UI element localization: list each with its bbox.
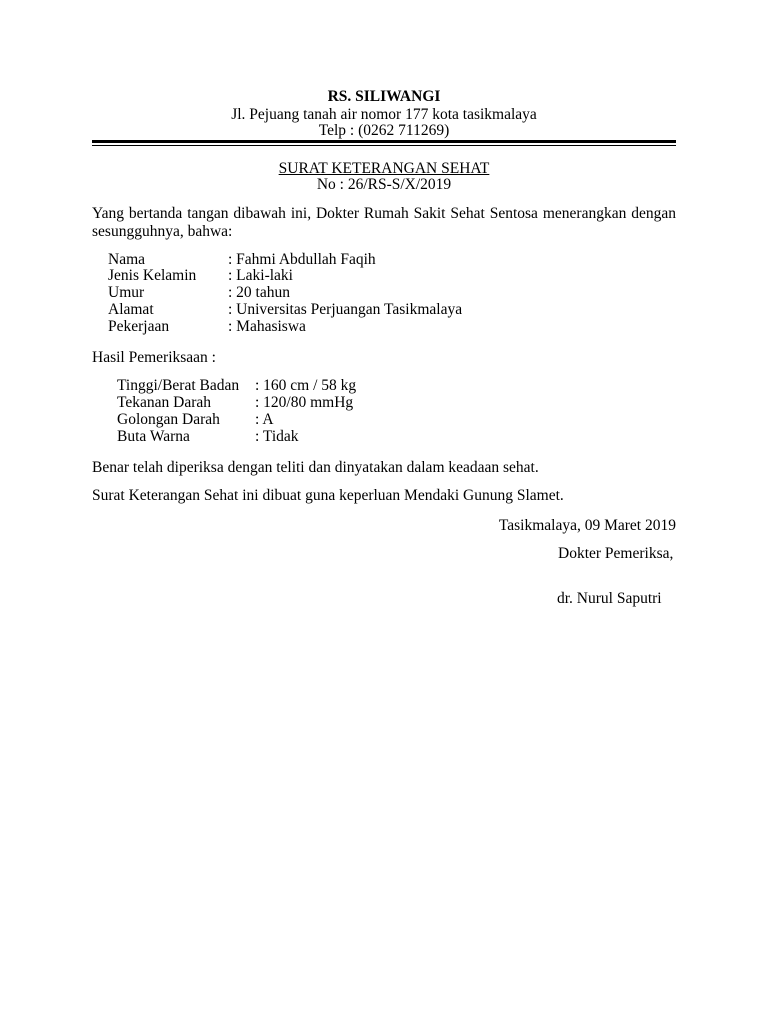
- signature-place-date: Tasikmalaya, 09 Maret 2019: [498, 517, 676, 534]
- field-label: Nama: [108, 251, 146, 268]
- field-value: : Fahmi Abdullah Faqih: [228, 251, 376, 268]
- field-value: : A: [255, 411, 274, 428]
- document-number: No : 26/RS-S/X/2019: [316, 176, 452, 193]
- field-label: Alamat: [108, 301, 154, 318]
- field-value: : Tidak: [255, 428, 299, 445]
- field-value: : 120/80 mmHg: [255, 394, 354, 411]
- intro-paragraph: Yang bertanda tangan dibawah ini, Dokter Rumah Sakit Sehat Sentosa menerangkan dengan sesungguhnya, bahwa:: [92, 205, 676, 240]
- hospital-name: RS. SILIWANGI: [327, 88, 441, 105]
- signature-name: dr. Nurul Saputri: [557, 590, 662, 607]
- hospital-phone: Telp : (0262 711269): [318, 122, 450, 139]
- document-title: [0, 160, 768, 177]
- field-label: Tekanan Darah: [117, 394, 212, 411]
- field-label: Golongan Darah: [117, 411, 220, 428]
- field-value: : Laki-laki: [228, 267, 293, 284]
- field-value: : Universitas Perjuangan Tasikmalaya: [228, 301, 463, 318]
- signature-role: Dokter Pemeriksa,: [558, 545, 674, 562]
- exam-section-label: Hasil Pemeriksaan :: [92, 349, 216, 366]
- field-value: : Mahasiswa: [228, 318, 306, 335]
- field-label: Jenis Kelamin: [108, 267, 197, 284]
- letterhead-divider-thin: [92, 145, 676, 146]
- field-label: Umur: [108, 284, 145, 301]
- letterhead-divider-thick: [92, 140, 676, 143]
- field-label: Buta Warna: [117, 428, 190, 445]
- field-label: Tinggi/Berat Badan: [117, 377, 240, 394]
- health-statement: Benar telah diperiksa dengan teliti dan dinyatakan dalam keadaan sehat.: [92, 459, 539, 476]
- field-value: : 160 cm / 58 kg: [255, 377, 357, 394]
- field-value: : 20 tahun: [228, 284, 290, 301]
- hospital-address: Jl. Pejuang tanah air nomor 177 kota tasikmalaya: [231, 106, 537, 123]
- field-label: Pekerjaan: [108, 318, 170, 335]
- document-title-text: SURAT KETERANGAN SEHAT: [278, 160, 490, 177]
- purpose-statement: Surat Keterangan Sehat ini dibuat guna keperluan Mendaki Gunung Slamet.: [92, 487, 564, 504]
